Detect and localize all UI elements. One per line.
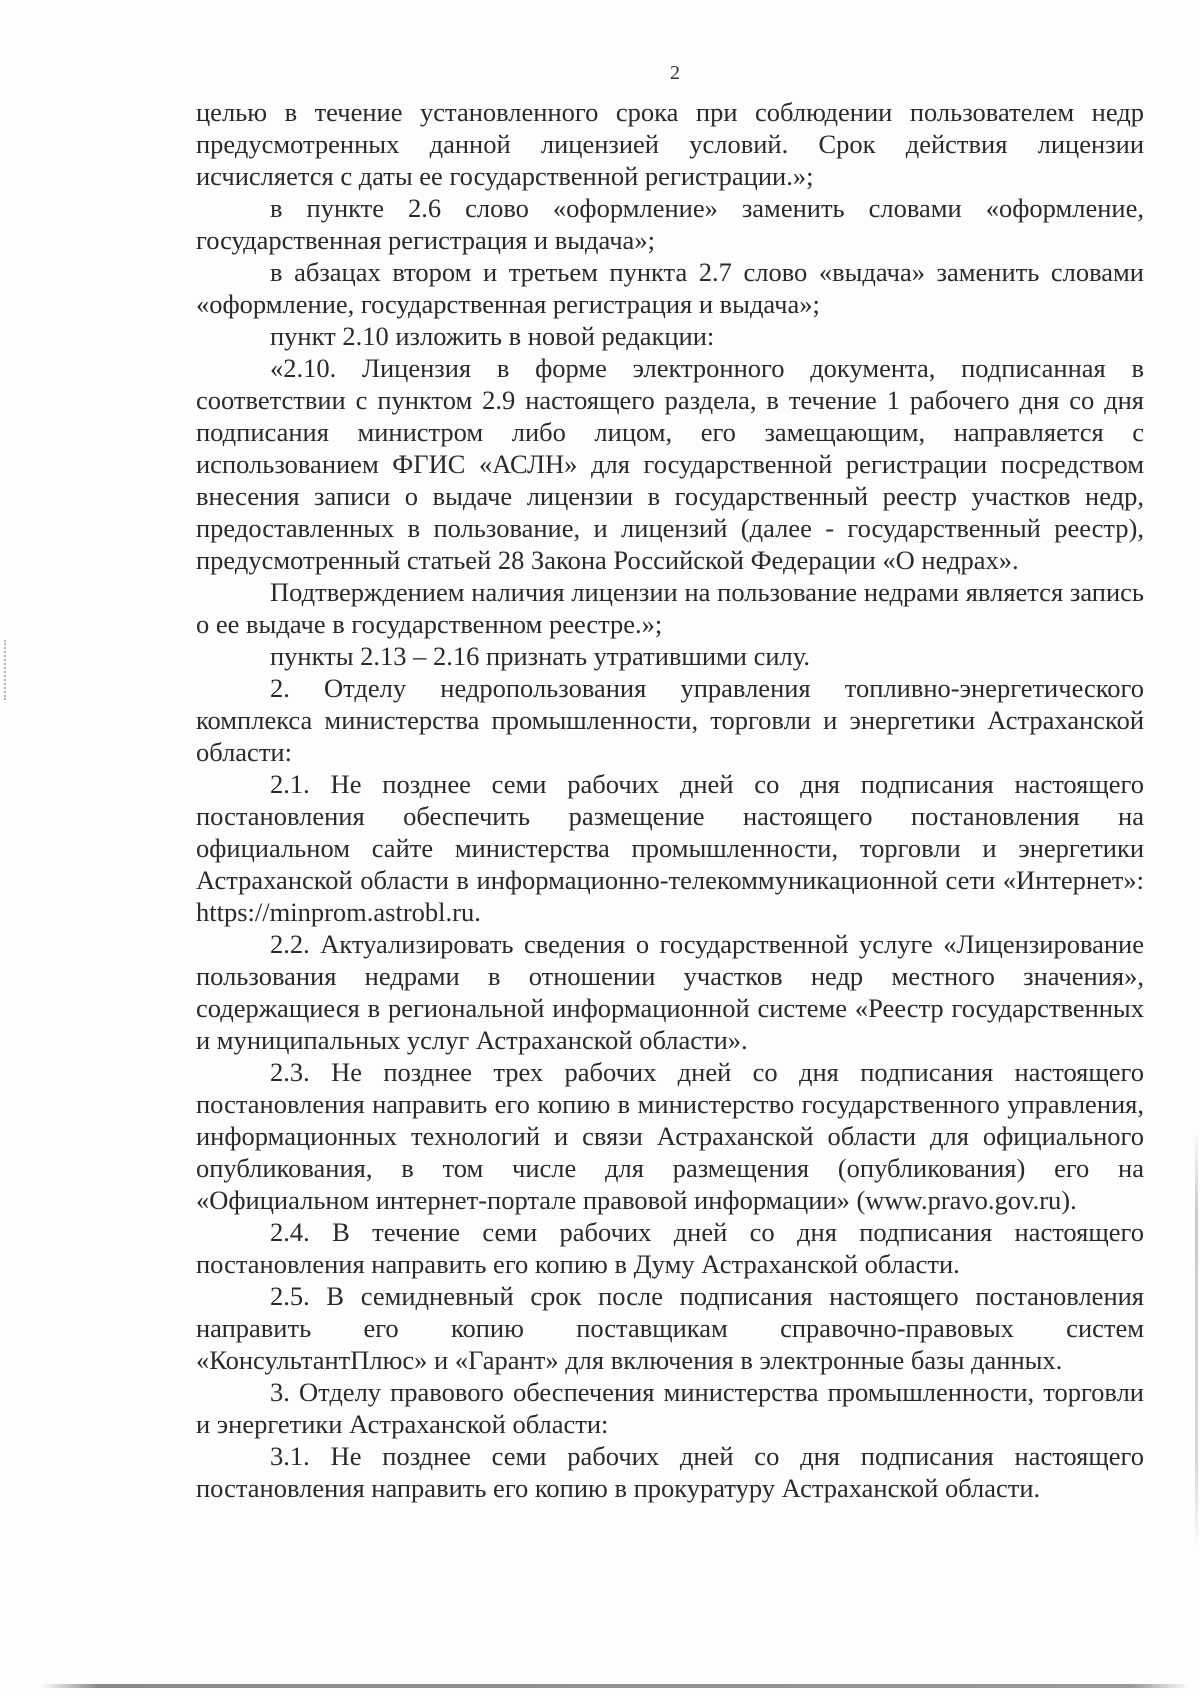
paragraph: 2. Отделу недропользования управления топливно-энергетического комплекса министерства промышленности, торговли и энергетики Астраханской области:	[196, 673, 1144, 767]
paragraph: пункт 2.10 изложить в новой редакции:	[270, 321, 715, 351]
paragraph: в пункте 2.6 слово «оформление» заменить словами «оформление, государственная регистрация и выдача»;	[196, 193, 1144, 255]
paragraph: 3.1. Не позднее семи рабочих дней со дня подписания настоящего постановления направить его копию в прокуратуру Астраханской области.	[196, 1441, 1144, 1503]
paragraph: «2.10. Лицензия в форме электронного документа, подписанная в соответствии с пунктом 2.9 настоящего раздела, в течение 1 рабочего дня со дня подписания министром либо лицом, его замещающим, направляется с использованием ФГИС «АСЛН» для государственной регистрации посредством внесения записи о выдаче лицензии в государственный реестр участков недр, предоставленных в пользование, и лицензий (далее - государственный реестр), предусмотренный статьей 28 Закона Российской Федерации «О недрах».	[196, 353, 1144, 575]
paragraph: 3. Отделу правового обеспечения министерства промышленности, торговли и энергетики Астраханской области:	[196, 1377, 1144, 1439]
document-body	[196, 96, 1144, 1504]
paragraph: 2.2. Актуализировать сведения о государственной услуге «Лицензирование пользования недрами в отношении участков недр местного значения», содержащиеся в региональной информационной системе «Реестр государственных и муниципальных услуг Астраханской области».	[196, 929, 1144, 1055]
paragraph: 2.5. В семидневный срок после подписания настоящего постановления направить его копию поставщикам справочно-правовых систем «КонсультантПлюс» и «Гарант» для включения в электронные базы данных.	[196, 1281, 1144, 1375]
paragraph: 2.4. В течение семи рабочих дней со дня подписания настоящего постановления направить его копию в Думу Астраханской области.	[196, 1217, 1144, 1279]
page-number: 2	[670, 62, 680, 84]
scan-bottom-edge	[40, 1684, 1190, 1688]
paragraph: 2.1. Не позднее семи рабочих дней со дня подписания настоящего постановления обеспечить размещение настоящего постановления на официальном сайте министерства промышленности, торговли и энергетики Астраханской области в информационно-телекоммуникационной сети «Интернет»: https://minprom.astrobl.ru.	[196, 769, 1144, 927]
paragraph: пункты 2.13 – 2.16 признать утратившими силу.	[270, 641, 810, 671]
paragraph: 2.3. Не позднее трех рабочих дней со дня подписания настоящего постановления направить его копию в министерство государственного управления, информационных технологий и связи Астраханской области для официального опубликования, в том числе для размещения (опубликования) его на «Официальном интернет-портале правовой информации» (www.pravo.gov.ru).	[196, 1057, 1144, 1215]
paragraph: Подтверждением наличия лицензии на пользование недрами является запись о ее выдаче в государственном реестре.»;	[196, 577, 1144, 639]
paragraph: целью в течение установленного срока при соблюдении пользователем недр предусмотренных данной лицензией условий. Срок действия лицензии исчисляется с даты ее государственной регистрации.»;	[196, 97, 1144, 191]
paragraph: в абзацах втором и третьем пункта 2.7 слово «выдача» заменить словами «оформление, государственная регистрация и выдача»;	[196, 257, 1144, 319]
scan-edge-marks	[4, 640, 8, 700]
scan-edge-shadow	[1195, 1130, 1198, 1550]
